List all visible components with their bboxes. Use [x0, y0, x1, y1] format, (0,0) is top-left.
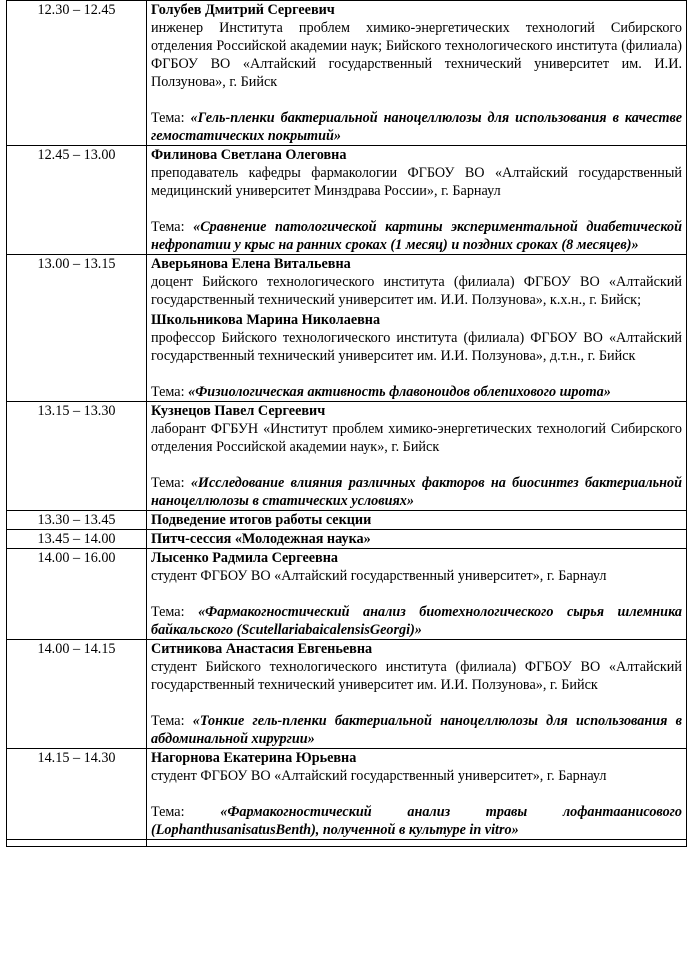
speaker-cell	[147, 749, 687, 840]
talk-topic	[151, 474, 682, 510]
talk-topic	[151, 803, 682, 839]
spacer	[151, 456, 682, 474]
topic-title: «Фармакогностический анализ биотехнологического сырья шлемника байкальского (ScutellariabaicalensisGeorgi)»	[151, 604, 682, 638]
speaker-affiliation: инженер Института проблем химико-энергетических технологий Сибирского отделения Российской академии наук; Бийского технологического института (филиала) ФГБОУ ВО «Алтайский государственный технический университет им. И.И. Ползунова», г. Бийск	[151, 20, 682, 90]
speaker-name: Лысенко Радмила Сергеевна	[151, 550, 338, 566]
talk-topic	[151, 603, 682, 639]
program-row	[7, 749, 687, 840]
program-row	[7, 640, 687, 749]
speaker-cell	[147, 146, 687, 255]
program-row-partial	[7, 840, 687, 847]
speaker-cell	[147, 255, 687, 402]
spacer	[151, 365, 682, 383]
spacer	[151, 694, 682, 712]
topic-title: «Тонкие гель-пленки бактериальной наноцеллюлозы для использования в абдоминальной хирургии»	[151, 713, 682, 747]
topic-label: Тема:	[151, 604, 199, 620]
time-cell: 13.30 – 13.45	[7, 511, 147, 530]
time-cell: 13.45 – 14.00	[7, 530, 147, 549]
program-table	[6, 0, 687, 847]
topic-title: «Фармакогностический анализ травы лофантаанисового (LophanthusanisatusBenth), полученной в культуре in vitro»	[151, 804, 683, 838]
talk-topic	[151, 712, 682, 748]
speaker-affiliation: преподаватель кафедры фармакологии ФГБОУ ВО «Алтайский государственный медицинский университет Минздрава России», г. Барнаул	[151, 165, 682, 199]
speaker-affiliation: студент ФГБОУ ВО «Алтайский государственный университет», г. Барнаул	[151, 568, 607, 584]
time-cell: 14.00 – 14.15	[7, 640, 147, 749]
spacer	[151, 200, 682, 218]
spacer	[151, 91, 682, 109]
spacer	[151, 585, 682, 603]
time-cell: 13.15 – 13.30	[7, 402, 147, 511]
speaker-cell	[147, 402, 687, 511]
topic-title: «Исследование влияния различных факторов на биосинтез бактериальной наноцеллюлозы в статических условиях»	[151, 475, 683, 509]
speaker-name: Аверьянова Елена Витальевна	[151, 256, 351, 272]
speaker-name: Филинова Светлана Олеговна	[151, 147, 347, 163]
topic-label: Тема:	[151, 110, 191, 126]
talk-topic	[151, 109, 682, 145]
session-title: Питч-сессия «Молодежная наука»	[151, 531, 371, 547]
program-row	[7, 530, 687, 549]
program-row	[7, 402, 687, 511]
topic-label: Тема:	[151, 475, 191, 491]
time-cell-empty	[7, 840, 147, 847]
session-cell	[147, 511, 687, 530]
speaker-affiliation: студент ФГБОУ ВО «Алтайский государственный университет», г. Барнаул	[151, 768, 607, 784]
program-row	[7, 511, 687, 530]
talk-topic	[151, 383, 682, 401]
spacer	[151, 785, 682, 803]
speaker-cell	[147, 549, 687, 640]
topic-title: «Гель-пленки бактериальной наноцеллюлозы для использования в качестве гемостатических покрытий»	[151, 110, 682, 144]
time-cell: 12.30 – 12.45	[7, 1, 147, 146]
speaker-name: Нагорнова Екатерина Юрьевна	[151, 750, 357, 766]
topic-title: «Физиологическая активность флавоноидов облепихового шрота»	[188, 384, 611, 400]
speaker-name: Ситникова Анастасия Евгеньевна	[151, 641, 373, 657]
speaker-affiliation: лаборант ФГБУН «Институт проблем химико-энергетических технологий Сибирского отделения Российской академии наук», г. Бийск	[151, 421, 682, 455]
topic-label: Тема:	[151, 713, 193, 729]
speaker-cell	[147, 640, 687, 749]
topic-label: Тема:	[151, 804, 221, 820]
session-title: Подведение итогов работы секции	[151, 512, 372, 528]
speaker-name: Голубев Дмитрий Сергеевич	[151, 2, 335, 18]
speaker-cell-empty	[147, 840, 687, 847]
topic-label: Тема:	[151, 384, 189, 400]
session-cell	[147, 530, 687, 549]
talk-topic	[151, 218, 682, 254]
program-row	[7, 549, 687, 640]
speaker-affiliation: доцент Бийского технологического института (филиала) ФГБОУ ВО «Алтайский государственный технический университет им. И.И. Ползунова», к.х.н., г. Бийск;	[151, 274, 682, 308]
time-cell: 14.00 – 16.00	[7, 549, 147, 640]
topic-title: «Сравнение патологической картины экспериментальной диабетической нефропатии у крыс на ранних сроках (1 месяц) и поздних сроках (8 месяцев)»	[151, 219, 682, 253]
topic-label: Тема:	[151, 219, 194, 235]
time-cell: 13.00 – 13.15	[7, 255, 147, 402]
time-cell: 12.45 – 13.00	[7, 146, 147, 255]
program-row	[7, 255, 687, 402]
program-row	[7, 1, 687, 146]
speaker-name-second: Школьникова Марина Николаевна	[151, 312, 381, 328]
time-cell: 14.15 – 14.30	[7, 749, 147, 840]
program-row	[7, 146, 687, 255]
speaker-name: Кузнецов Павел Сергеевич	[151, 403, 326, 419]
speaker-affiliation-second: профессор Бийского технологического института (филиала) ФГБОУ ВО «Алтайский государственный технический университет им. И.И. Ползунова», д.т.н., г. Бийск	[151, 330, 682, 364]
speaker-affiliation: студент Бийского технологического института (филиала) ФГБОУ ВО «Алтайский государственный технический университет им. И.И. Ползунова», г. Бийск	[151, 659, 682, 693]
speaker-cell	[147, 1, 687, 146]
